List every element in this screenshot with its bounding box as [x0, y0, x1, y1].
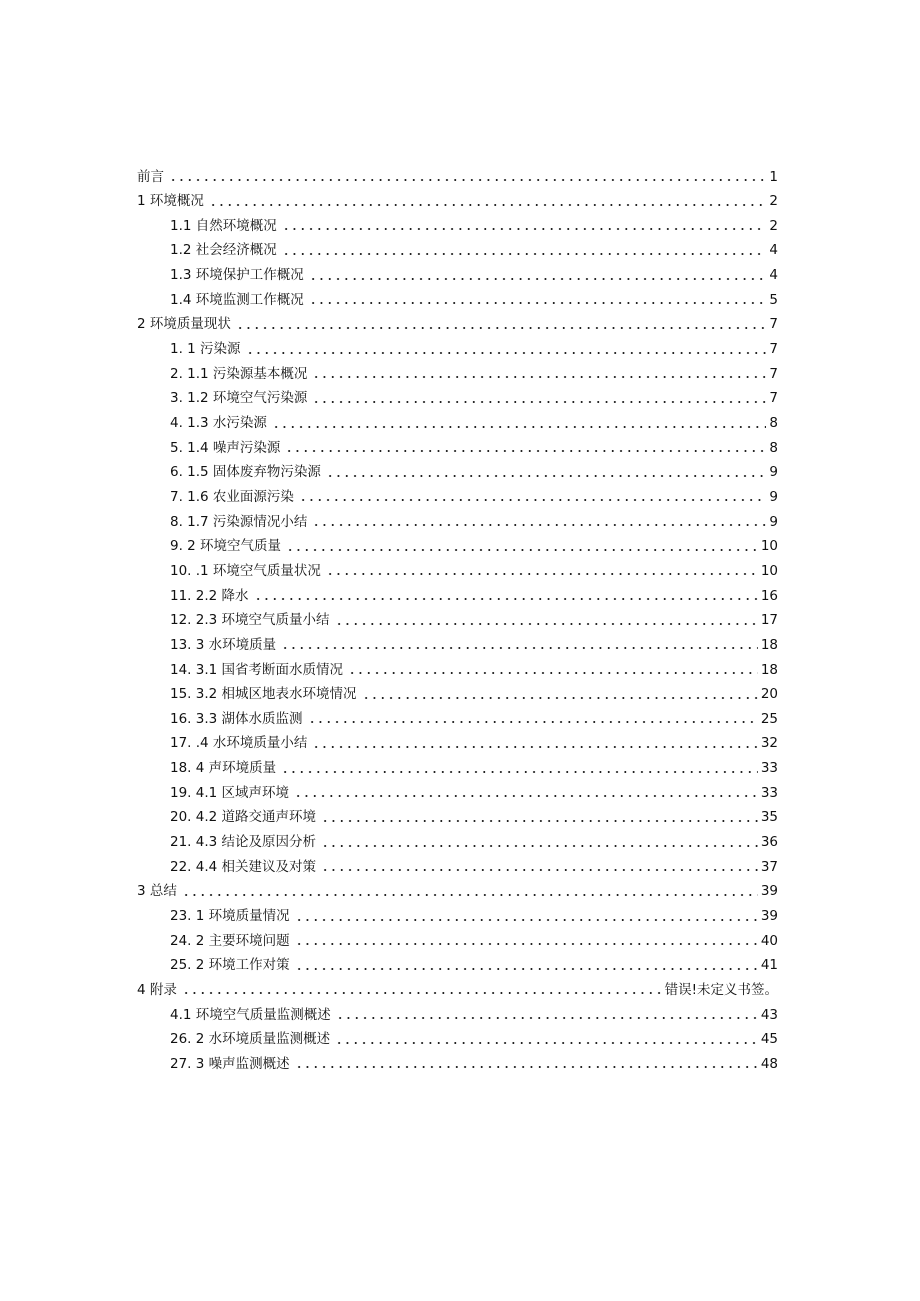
toc-entry-page-number: 2: [769, 217, 778, 234]
toc-entry-page-number: 8: [769, 415, 778, 431]
toc-entry[interactable]: [137, 308, 778, 332]
toc-entry[interactable]: [170, 949, 778, 973]
toc-entry[interactable]: [137, 185, 778, 209]
toc-entry[interactable]: [170, 259, 778, 283]
toc-entry-page-number: 7: [769, 390, 778, 407]
toc-entry-label: 23. 1 环境质量情况: [170, 908, 290, 924]
toc-entry[interactable]: [170, 480, 778, 504]
toc-entry-page-number: 4: [769, 267, 778, 284]
toc-entry[interactable]: [170, 209, 778, 233]
toc-entry-label: 2 环境质量现状: [137, 316, 231, 333]
toc-entry-page-number: 36: [760, 834, 778, 851]
toc-entry-page-number: 25: [760, 710, 778, 727]
dot-leader: [321, 834, 758, 848]
toc-entry-label: 20. 4.2 道路交通声环境: [170, 809, 317, 826]
toc-entry-label: 1.4 环境监测工作概况: [170, 291, 304, 308]
dot-leader: [312, 365, 766, 379]
toc-entry[interactable]: [170, 530, 778, 554]
dot-leader: [182, 981, 662, 995]
dot-leader: [295, 1055, 758, 1069]
toc-entry-label: 11. 2.2 降水: [170, 587, 249, 604]
toc-entry[interactable]: [170, 382, 778, 406]
toc-entry-page-number: 35: [760, 809, 778, 826]
toc-entry-label: 2. 1.1 污染源基本概况: [170, 365, 308, 382]
toc-entry-label: 12. 2.3 环境空气质量小结: [170, 612, 330, 629]
toc-entry-page-number: 32: [760, 735, 778, 752]
dot-leader: [308, 710, 758, 724]
toc-entry-page-number: 10: [760, 562, 778, 579]
toc-entry-page-number: 错误!未定义书签。: [664, 981, 778, 998]
toc-entry-label: 27. 3 噪声监测概述: [170, 1055, 290, 1072]
toc-entry-page-number: 18: [760, 661, 778, 678]
toc-entry-label: 1. 1 污染源: [170, 341, 241, 358]
dot-leader: [312, 735, 757, 749]
toc-entry[interactable]: [170, 604, 778, 628]
toc-entry-label: 15. 3.2 相城区地表水环境情况: [170, 686, 357, 703]
toc-entry[interactable]: [170, 1047, 778, 1071]
toc-entry-page-number: 5: [769, 291, 778, 308]
toc-entry-label: 10. .1 环境空气质量状况: [170, 562, 321, 579]
dot-leader: [321, 858, 758, 872]
dot-leader: [312, 513, 766, 527]
toc-entry-page-number: 1: [769, 168, 778, 185]
toc-entry-label: 7. 1.6 农业面源污染: [170, 488, 294, 505]
dot-leader: [272, 415, 766, 429]
dot-leader: [182, 883, 758, 897]
toc-entry-page-number: 39: [760, 883, 778, 900]
dot-leader: [254, 587, 758, 601]
dot-leader: [282, 242, 767, 256]
toc-entry-page-number: 8: [769, 439, 778, 456]
dot-leader: [169, 168, 766, 182]
toc-entry-page-number: 7: [769, 365, 778, 382]
toc-entry[interactable]: [170, 554, 778, 578]
toc-entry-label: 4.1 环境空气质量监测概述: [170, 1006, 331, 1023]
toc-entry-label: 1.3 环境保护工作概况: [170, 267, 304, 284]
toc-entry-page-number: 41: [760, 957, 778, 974]
toc-entry-label: 8. 1.7 污染源情况小结: [170, 513, 308, 530]
toc-entry-label: 4 附录: [137, 981, 177, 998]
toc-entry-label: 25. 2 环境工作对策: [170, 957, 290, 974]
toc-entry-page-number: 7: [769, 341, 778, 358]
dot-leader: [336, 1006, 758, 1020]
dot-leader: [295, 932, 758, 946]
dot-leader: [294, 784, 758, 798]
toc-entry-page-number: 45: [760, 1031, 778, 1048]
toc-entry-page-number: 9: [769, 513, 778, 530]
toc-entry[interactable]: [170, 579, 778, 603]
dot-leader: [281, 636, 758, 650]
toc-entry-page-number: 10: [760, 538, 778, 555]
toc-entry-label: 1.2 社会经济概况: [170, 242, 277, 259]
dot-leader: [309, 291, 767, 305]
toc-entry-label: 21. 4.3 结论及原因分析: [170, 834, 317, 851]
dot-leader: [362, 686, 758, 700]
toc-entry[interactable]: [170, 850, 778, 874]
toc-entry[interactable]: [170, 924, 778, 948]
toc-entry[interactable]: [170, 333, 778, 357]
dot-leader: [246, 341, 767, 355]
toc-entry-page-number: 18: [760, 636, 778, 653]
toc-entry[interactable]: [170, 776, 778, 800]
toc-entry-page-number: 37: [760, 858, 778, 875]
toc-entry-label: 1 环境概况: [137, 193, 204, 210]
toc-entry[interactable]: [170, 702, 778, 726]
toc-entry[interactable]: [137, 875, 778, 899]
toc-entry-label: 9. 2 环境空气质量: [170, 538, 282, 555]
toc-entry[interactable]: [170, 431, 778, 455]
dot-leader: [282, 217, 767, 231]
toc-entry[interactable]: [170, 653, 778, 677]
toc-entry-page-number: 9: [769, 464, 778, 481]
toc-entry[interactable]: [170, 727, 778, 751]
toc-entry[interactable]: [170, 678, 778, 702]
toc-entry[interactable]: [170, 357, 778, 381]
toc-entry[interactable]: [170, 826, 778, 850]
toc-entry-page-number: 4: [769, 242, 778, 259]
toc-entry[interactable]: [137, 973, 778, 997]
dot-leader: [326, 562, 758, 576]
dot-leader: [335, 612, 758, 626]
toc-entry-page-number: 16: [760, 587, 778, 604]
dot-leader: [321, 809, 758, 823]
toc-entry-label: 22. 4.4 相关建议及对策: [170, 858, 317, 875]
toc-entry-label: 18. 4 声环境质量: [170, 760, 277, 777]
dot-leader: [295, 908, 758, 922]
toc-entry-label: 4. 1.3 水污染源: [170, 415, 267, 431]
toc-entry[interactable]: [170, 407, 778, 431]
toc-entry-label: 13. 3 水环境质量: [170, 636, 277, 653]
toc-entry-page-number: 40: [760, 932, 778, 949]
dot-leader: [209, 193, 767, 207]
toc-entry-page-number: 2: [769, 193, 778, 210]
dot-leader: [285, 439, 766, 453]
toc-entry[interactable]: [170, 801, 778, 825]
toc-entry-page-number: 48: [760, 1055, 778, 1072]
toc-entry-label: 6. 1.5 固体废弃物污染源: [170, 464, 321, 481]
toc-entry[interactable]: [170, 628, 778, 652]
toc-entry[interactable]: [170, 505, 778, 529]
toc-entry-label: 24. 2 主要环境问题: [170, 932, 290, 949]
toc-entry[interactable]: [170, 456, 778, 480]
toc-entry-label: 17. .4 水环境质量小结: [170, 735, 308, 752]
toc-entry-label: 16. 3.3 湖体水质监测: [170, 710, 303, 727]
dot-leader: [326, 464, 766, 478]
toc-entry-page-number: 9: [769, 488, 778, 505]
toc-entry-page-number: 20: [760, 686, 778, 703]
toc-entry-label: 26. 2 水环境质量监测概述: [170, 1031, 331, 1048]
toc-entry-label: 3. 1.2 环境空气污染源: [170, 390, 308, 407]
toc-entry-page-number: 33: [760, 784, 778, 801]
dot-leader: [236, 316, 767, 330]
toc-entry-label: 前言: [137, 168, 164, 185]
dot-leader: [335, 1031, 758, 1045]
dot-leader: [312, 390, 766, 404]
toc-entry[interactable]: [170, 998, 778, 1022]
dot-leader: [286, 538, 758, 552]
toc-entry[interactable]: [137, 160, 778, 184]
toc-entry[interactable]: [170, 900, 778, 924]
toc-entry-label: 3 总结: [137, 883, 177, 900]
dot-leader: [295, 957, 758, 971]
dot-leader: [348, 661, 758, 675]
toc-entry-label: 19. 4.1 区域声环境: [170, 784, 290, 801]
dot-leader: [281, 760, 758, 774]
toc-entry-page-number: 43: [760, 1006, 778, 1023]
toc-entry-label: 1.1 自然环境概况: [170, 217, 277, 234]
toc-entry-page-number: 7: [769, 316, 778, 333]
toc-entry-page-number: 39: [760, 908, 778, 924]
toc-entry-page-number: 33: [760, 760, 778, 777]
toc-entry-page-number: 17: [760, 612, 778, 629]
toc-entry-label: 5. 1.4 噪声污染源: [170, 439, 281, 456]
dot-leader: [309, 267, 767, 281]
toc-entry-label: 14. 3.1 国省考断面水质情况: [170, 661, 344, 678]
toc-entry[interactable]: [170, 283, 778, 307]
toc-entry[interactable]: [170, 1023, 778, 1047]
toc-entry[interactable]: [170, 752, 778, 776]
toc-entry[interactable]: [170, 234, 778, 258]
dot-leader: [299, 488, 766, 502]
